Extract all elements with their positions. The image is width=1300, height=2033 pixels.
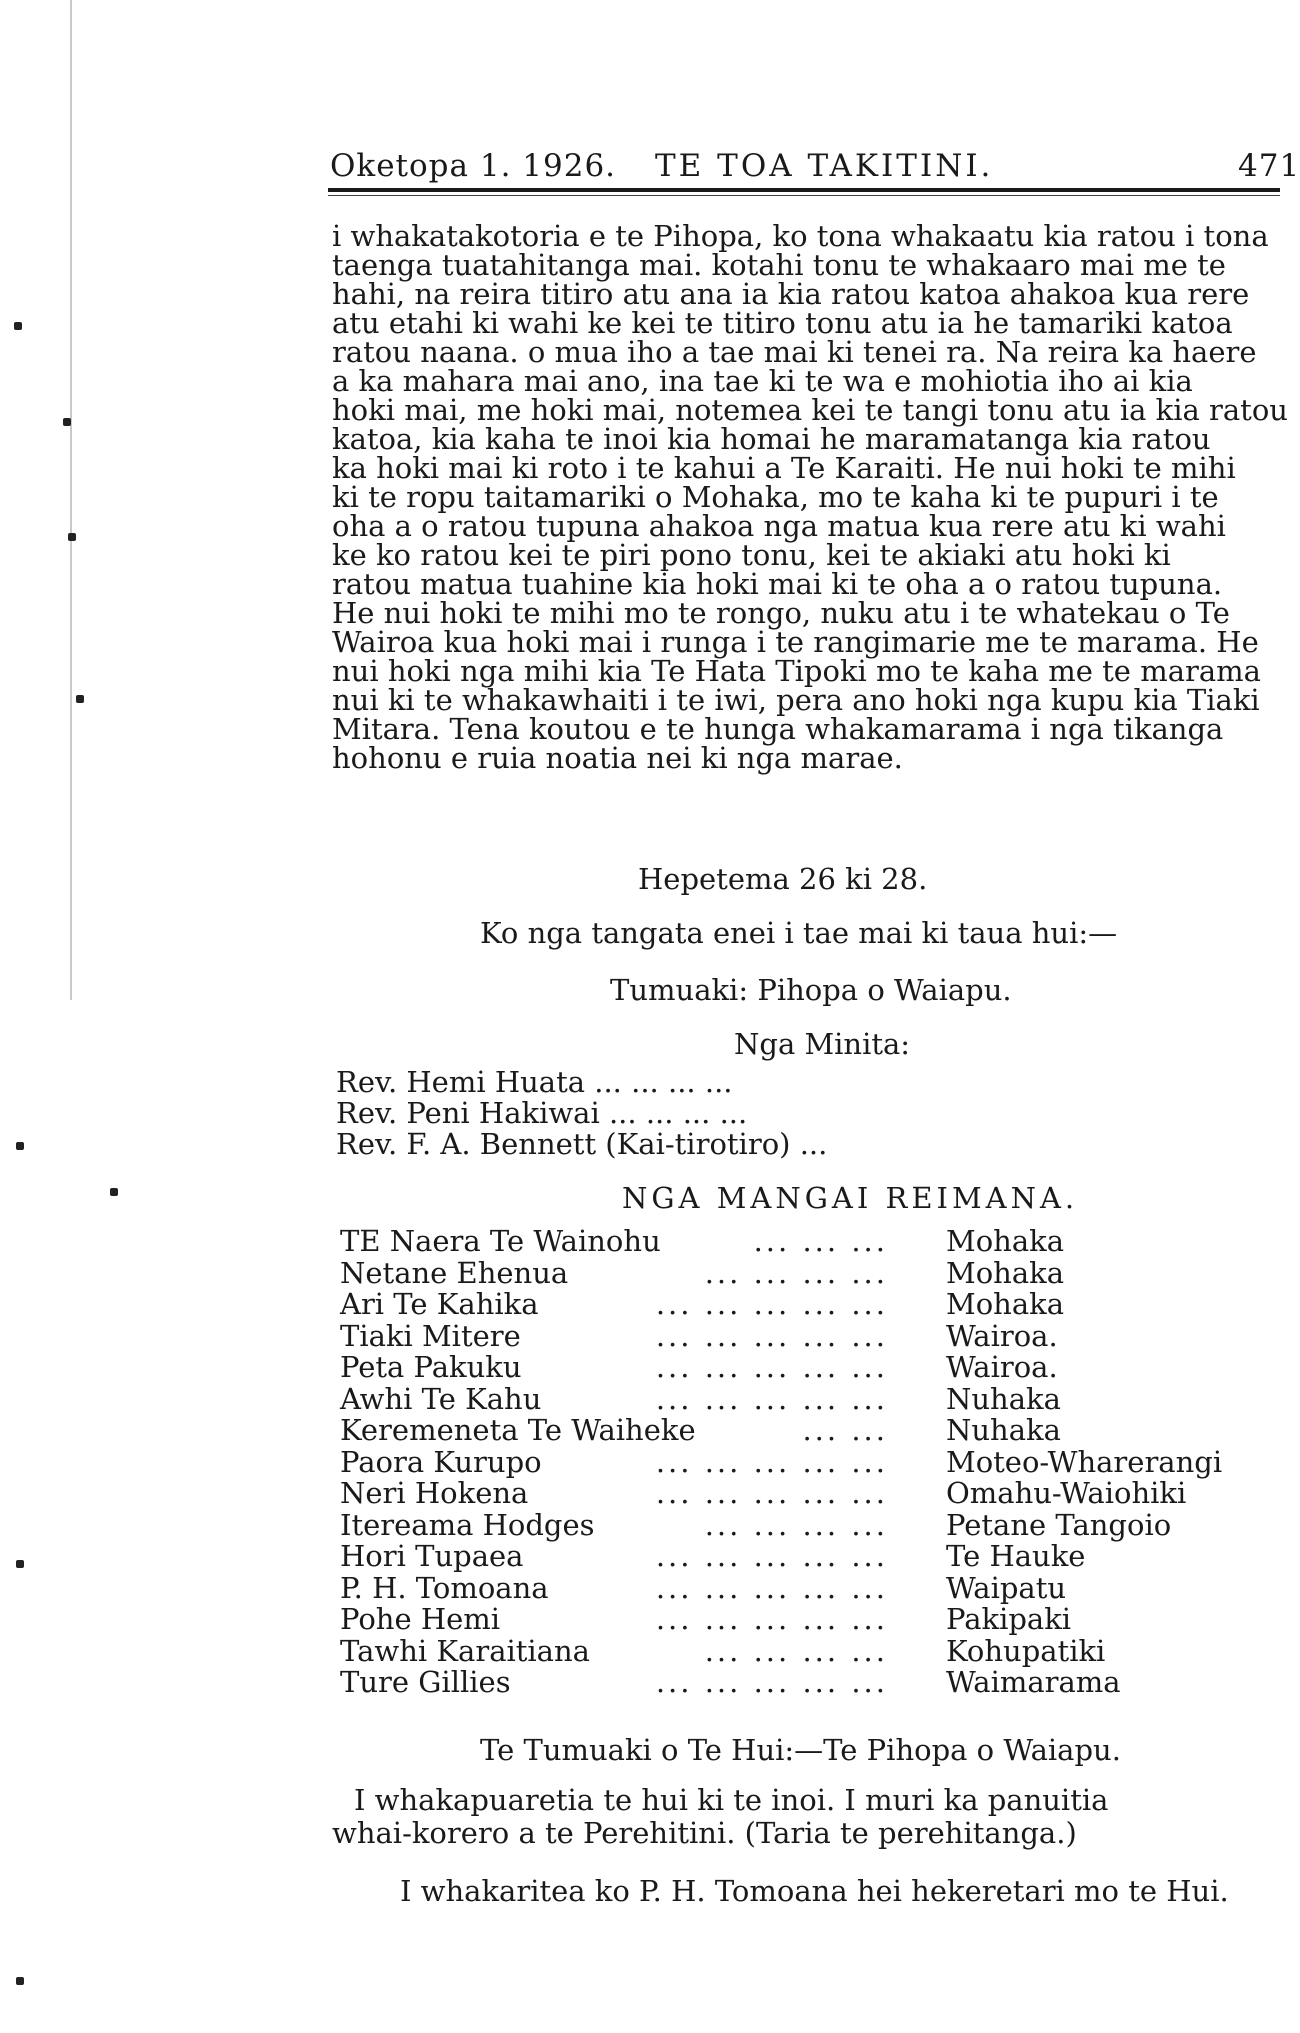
rep-place: Kohupatiki <box>946 1633 1106 1668</box>
running-header <box>330 148 1300 188</box>
header-date: Oketopa 1. 1926. <box>330 148 617 184</box>
text-line: ratou matua tuahine kia hoki mai ki te oha a o ratou tupuna. <box>332 567 1223 601</box>
rep-place: Waipatu <box>946 1570 1067 1605</box>
rep-leader-dots: ... ... ... ... <box>704 1255 888 1290</box>
rep-place: Mohaka <box>946 1255 1064 1290</box>
rep-leader-dots: ... ... ... ... <box>704 1507 888 1542</box>
chair-line: Tumuaki: Pihopa o Waiapu. <box>610 973 1012 1007</box>
rep-place: Omahu-Waiohiki <box>946 1476 1187 1510</box>
margin-mark <box>68 533 76 541</box>
text-line: oha a o ratou tupuna ahakoa nga matua kua rere atu ki wahi <box>332 509 1226 543</box>
text-line: He nui hoki te mihi mo te rongo, nuku atu i te whatekau o Te <box>332 596 1230 630</box>
rep-leader-dots: ... ... ... ... <box>704 1633 888 1668</box>
text-line: katoa, kia kaha te inoi kia homai he maramatanga kia ratou <box>332 422 1211 456</box>
text-line: i whakatakotoria e te Pihopa, ko tona whakaatu kia ratou i tona <box>332 219 1269 253</box>
text-line: Wairoa kua hoki mai i runga i te rangimarie me te marama. He <box>332 625 1259 659</box>
rep-leader-dots: ... ... ... ... ... <box>655 1381 888 1416</box>
rep-row <box>340 1287 1240 1319</box>
margin-mark <box>76 695 84 703</box>
rep-place: Moteo-Wharerangi <box>946 1444 1223 1479</box>
text-line: ke ko ratou kei te piri pono tonu, kei te akiaki atu hoki ki <box>332 538 1171 572</box>
text-line: nui ki te whakawhaiti i te iwi, pera ano hoki nga kupu kia Tiaki <box>332 683 1260 717</box>
text-line: whai-korero a te Perehitini. (Taria te perehitanga.) <box>332 1816 1077 1850</box>
rep-row <box>340 1539 1240 1571</box>
rep-leader-dots: ... ... ... ... ... <box>655 1350 888 1384</box>
rep-name: TE Naera Te Wainohu <box>340 1224 661 1258</box>
rep-place: Pakipaki <box>946 1602 1072 1636</box>
secretary-line: I whakaritea ko P. H. Tomoana hei hekeretari mo te Hui. <box>400 1874 1229 1908</box>
text-line: ki te ropu taitamariki o Mohaka, mo te kaha ki te pupuri i te <box>332 480 1219 514</box>
text-line: ratou naana. o mua iho a tae mai ki tenei ra. Na reira ka haere <box>332 335 1257 369</box>
rep-place: Mohaka <box>946 1287 1064 1321</box>
rep-leader-dots: ... ... ... <box>753 1224 888 1258</box>
margin-mark <box>110 1188 118 1196</box>
text-line: a ka mahara mai ano, ina tae ki te wa e mohiotia iho ai kia <box>332 364 1193 398</box>
margin-mark <box>14 322 22 330</box>
rep-leader-dots: ... ... ... ... ... <box>655 1476 888 1510</box>
rep-name: Pohe Hemi <box>340 1602 501 1636</box>
rep-leader-dots: ... ... ... ... ... <box>655 1318 888 1353</box>
page-number: 471 <box>1238 148 1300 184</box>
opening-paragraph <box>332 1783 1280 1850</box>
rep-row <box>340 1634 1240 1666</box>
header-rule-thin <box>328 195 1280 196</box>
rep-row <box>340 1665 1240 1697</box>
rep-row <box>340 1445 1240 1477</box>
rep-row <box>340 1350 1240 1382</box>
margin-line <box>70 0 72 1000</box>
text-line: nui hoki nga mihi kia Te Hata Tipoki mo te kaha me te marama <box>332 654 1261 688</box>
rep-row <box>340 1382 1240 1414</box>
rep-row <box>340 1256 1240 1288</box>
rep-leader-dots: ... ... ... ... ... <box>655 1570 888 1605</box>
rep-name: P. H. Tomoana <box>340 1570 549 1605</box>
margin-mark <box>63 418 71 426</box>
header-rule <box>328 188 1280 192</box>
rep-leader-dots: ... ... ... ... ... <box>655 1444 888 1479</box>
rep-leader-dots: ... ... <box>802 1413 888 1447</box>
rep-row <box>340 1413 1240 1445</box>
rep-name: Keremeneta Te Waiheke <box>340 1413 696 1447</box>
rep-name: Ture Gillies <box>340 1665 511 1699</box>
rep-place: Waimarama <box>946 1665 1121 1699</box>
text-line: hoki mai, me hoki mai, notemea kei te tangi tonu atu ia kia ratou <box>332 393 1288 427</box>
header-title: TE TOA TAKITINI. <box>655 148 994 184</box>
minister-entry: Rev. F. A. Bennett (Kai-tirotiro) ... <box>336 1127 828 1161</box>
margin-mark <box>16 1142 24 1150</box>
text-line: Mitara. Tena koutou e te hunga whakamarama i nga tikanga <box>332 712 1224 746</box>
rep-name: Paora Kurupo <box>340 1444 542 1479</box>
ministers-list <box>336 1067 827 1160</box>
rep-name: Netane Ehenua <box>340 1255 569 1290</box>
ministers-heading: Nga Minita: <box>734 1027 911 1061</box>
rep-name: Hori Tupaea <box>340 1539 524 1573</box>
attendees-intro: Ko nga tangata enei i tae mai ki taua hui:— <box>480 916 1118 950</box>
rep-name: Itereama Hodges <box>340 1507 595 1542</box>
rep-name: Tiaki Mitere <box>340 1318 521 1353</box>
rep-name: Ari Te Kahika <box>340 1287 539 1321</box>
text-line: atu etahi ki wahi ke kei te titiro tonu atu ia he tamariki katoa <box>332 306 1233 340</box>
rep-row <box>340 1224 1240 1256</box>
text-line: I whakapuaretia te hui ki te inoi. I muri ka panuitia <box>354 1783 1109 1817</box>
rep-row <box>340 1508 1240 1540</box>
margin-mark <box>16 1977 24 1985</box>
rep-leader-dots: ... ... ... ... ... <box>655 1602 888 1636</box>
rep-leader-dots: ... ... ... ... ... <box>655 1665 888 1699</box>
rep-place: Nuhaka <box>946 1381 1061 1416</box>
rep-row <box>340 1602 1240 1634</box>
meeting-date: Hepetema 26 ki 28. <box>638 862 928 896</box>
text-line: hohonu e ruia noatia nei ki nga marae. <box>332 741 903 775</box>
representatives-table <box>340 1224 1240 1697</box>
rep-row <box>340 1571 1240 1603</box>
rep-row <box>340 1476 1240 1508</box>
minister-entry: Rev. Hemi Huata ... ... ... ... <box>336 1065 733 1099</box>
rep-place: Wairoa. <box>946 1318 1058 1353</box>
representatives-heading: NGA MANGAI REIMANA. <box>622 1181 1079 1215</box>
rep-leader-dots: ... ... ... ... ... <box>655 1539 888 1573</box>
rep-place: Nuhaka <box>946 1413 1061 1447</box>
chairman-line: Te Tumuaki o Te Hui:—Te Pihopa o Waiapu. <box>480 1733 1121 1767</box>
minister-entry: Rev. Peni Hakiwai ... ... ... ... <box>336 1096 748 1130</box>
text-line: ka hoki mai ki roto i te kahui a Te Karaiti. He nui hoki te mihi <box>332 451 1236 485</box>
rep-leader-dots: ... ... ... ... ... <box>655 1287 888 1321</box>
text-line: hahi, na reira titiro atu ana ia kia ratou katoa ahakoa kua rere <box>332 277 1250 311</box>
margin-mark <box>16 1560 24 1568</box>
body-paragraph <box>332 219 1288 775</box>
rep-place: Wairoa. <box>946 1350 1058 1384</box>
rep-name: Peta Pakuku <box>340 1350 522 1384</box>
rep-place: Te Hauke <box>946 1539 1086 1573</box>
rep-place: Mohaka <box>946 1224 1064 1258</box>
text-line: taenga tuatahitanga mai. kotahi tonu te whakaaro mai me te <box>332 248 1226 282</box>
rep-place: Petane Tangoio <box>946 1507 1172 1542</box>
rep-name: Tawhi Karaitiana <box>340 1633 590 1668</box>
rep-name: Awhi Te Kahu <box>340 1381 542 1416</box>
rep-row <box>340 1319 1240 1351</box>
rep-name: Neri Hokena <box>340 1476 529 1510</box>
